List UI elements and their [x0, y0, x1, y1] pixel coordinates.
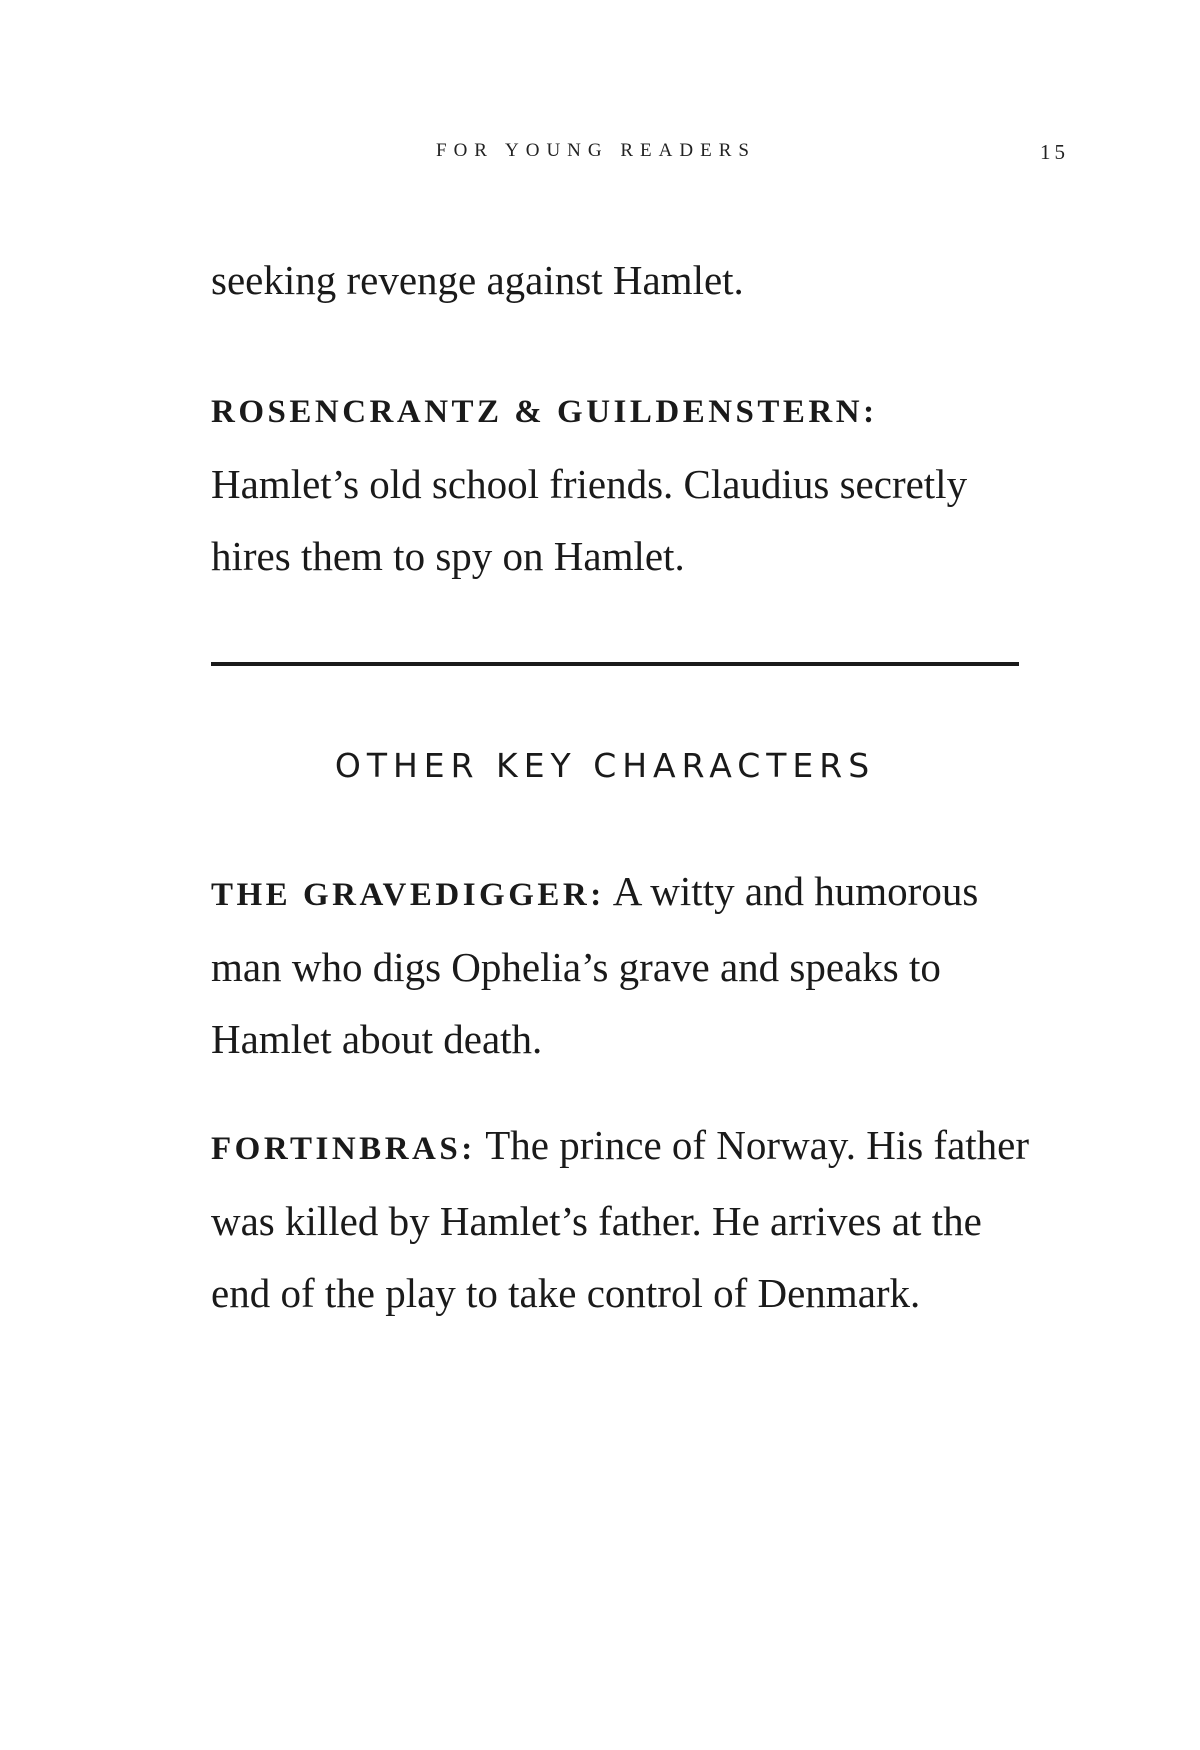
section-divider	[211, 662, 1019, 666]
continued-paragraph	[211, 244, 1031, 316]
running-title: FOR YOUNG READERS	[436, 140, 756, 161]
character-description: A witty and humorous man who digs Ophelia’s grave and speaks to Hamlet about death.	[211, 868, 979, 1062]
character-entry-rosencrantz-guildenstern	[211, 372, 1031, 592]
character-description: The prince of Norway. His father was killed by Hamlet’s father. He arrives at the end of the play to take control of Denmark.	[211, 1122, 1030, 1316]
section-heading: OTHER KEY CHARACTERS	[334, 746, 876, 785]
page-number: 15	[1040, 140, 1069, 164]
character-name: FORTINBRAS:	[211, 1131, 476, 1167]
character-name: ROSENCRANTZ & GUILDENSTERN:	[211, 394, 878, 430]
running-head	[0, 140, 1200, 170]
character-description: Hamlet’s old school friends. Claudius secretly hires them to spy on Hamlet.	[211, 461, 968, 579]
character-entry-fortinbras	[211, 1109, 1031, 1329]
character-name: THE GRAVEDIGGER:	[211, 877, 605, 913]
character-entry-gravedigger	[211, 855, 1031, 1075]
continued-text: seeking revenge against Hamlet.	[211, 257, 744, 303]
